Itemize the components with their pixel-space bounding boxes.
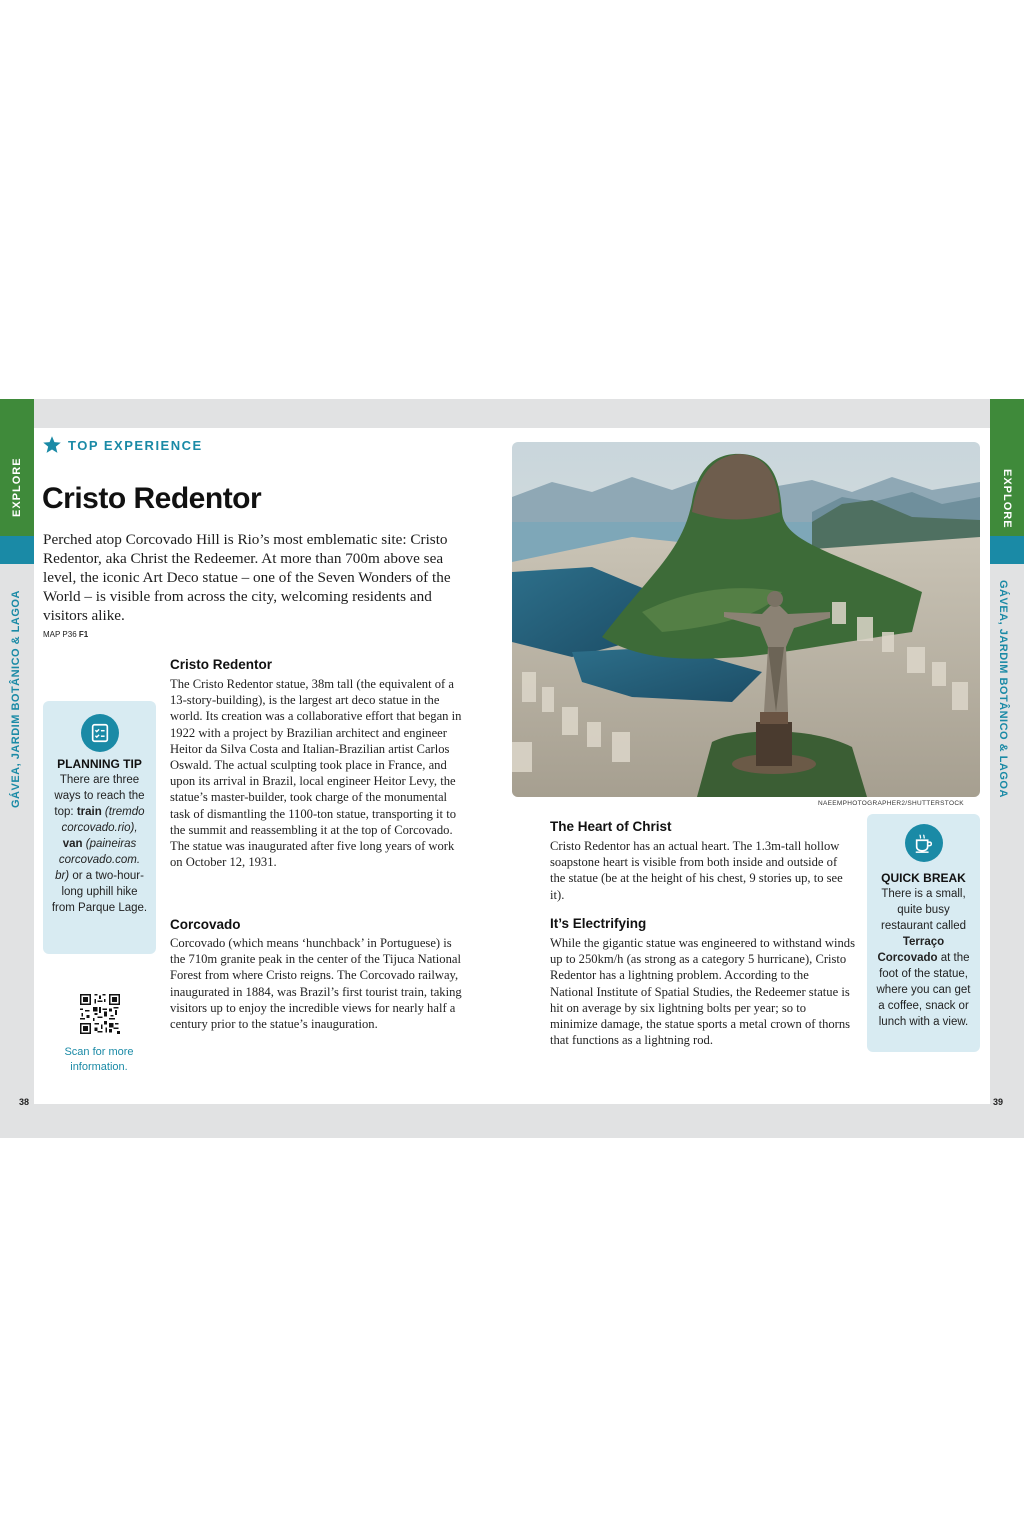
planning-tip-train: train	[76, 806, 102, 818]
checklist-icon	[81, 714, 119, 752]
area-label-right: GÁVEA, JARDIM BOTÂNICO & LAGOA	[997, 580, 1009, 798]
cristo-redentor-photo	[512, 442, 980, 797]
explore-tab-right	[990, 399, 1024, 536]
planning-tip-text-1: There are three ways to reach the top:	[54, 774, 145, 818]
quick-break-text	[873, 886, 974, 1030]
page-number-right: 39	[993, 1097, 1004, 1107]
explore-label-right: EXPLORE	[1001, 469, 1013, 529]
quick-break-text-2: at the foot of the statue, where you can get a coffee, snack or lunch with a view.	[876, 952, 971, 1028]
map-reference	[43, 630, 88, 639]
map-reference-grid: F1	[78, 630, 89, 639]
quick-break-title: QUICK BREAK	[881, 871, 966, 885]
area-label-left: GÁVEA, JARDIM BOTÂNICO & LAGOA	[10, 590, 22, 808]
planning-tip-text-2: or a two-hour-long uphill hike from Parque Lage.	[51, 870, 148, 914]
qr-code[interactable]	[80, 994, 120, 1034]
map-reference-page: MAP P36	[43, 630, 77, 639]
quick-break-box	[867, 814, 980, 1052]
section-heading-corcovado: Corcovado	[170, 917, 241, 932]
section-body-cristo: The Cristo Redentor statue, 38m tall (the equivalent of a 13-story-building), is the largest art deco statue in the world. Its creation was a collaborative effort that began in 1922 with a project by Brazilian architect and engineer Heitor da Silva Costa and Italian-Brazilian artist Carlos Oswald. The actual sculpting took place in France, and upon its arrival in Brazil, local engineer Heitor Levy, the statue’s master-builder, took charge of the monumental task of dismantling the 1100-ton statue, transporting it to the summit and reassembling it at the top of Corcovado. The statue was inaugurated after five long years of work on October 12, 1931.	[170, 677, 462, 870]
area-tab-marker-right	[990, 536, 1024, 564]
top-experience-label: TOP EXPERIENCE	[68, 437, 203, 453]
intro-paragraph: Perched atop Corcovado Hill is Rio’s most emblematic site: Cristo Redentor, aka Christ the Redeemer. At more than 700m above sea level, the iconic Art Deco statue – one of the Seven Wonders of the World – is visible from across the city, welcoming residents and visitors alike.	[43, 531, 451, 624]
section-heading-electrifying: It’s Electrifying	[550, 916, 647, 931]
top-experience-tag	[42, 435, 203, 455]
section-body-electrifying: While the gigantic statue was engineered to withstand winds up to 250km/h (as strong as a category 5 hurricane), Cristo Redentor has a lightning problem. According to the National Institute of Spatial Studies, the Redeemer statue is hit on average by six lightning bolts per year; so to minimize damage, the statue sports a metal crown of thorns that functions as a lightning rod.	[550, 936, 855, 1048]
page-title: Cristo Redentor	[42, 482, 262, 515]
section-heading-cristo: Cristo Redentor	[170, 657, 273, 672]
section-body-heart: Cristo Redentor has an actual heart. The 1.3m-tall hollow soapstone heart is visible from both inside and outside of the statue (be at the height of his chest, 9 stories up, to see it).	[550, 839, 843, 902]
planning-tip-box	[43, 701, 156, 954]
page-number-left: 38	[19, 1097, 30, 1107]
aerial-city-illustration	[512, 442, 980, 797]
explore-label-left: EXPLORE	[11, 457, 23, 517]
scan-caption: Scan for more information.	[64, 1046, 134, 1073]
planning-tip-van: van	[62, 838, 83, 850]
star-icon	[42, 435, 62, 455]
section-body-corcovado: Corcovado (which means ‘hunchback’ in Portuguese) is the 710m granite peak in the center of the Tijuca National Forest from where Cristo reigns. The Corcovado railway, inaugurated in 1884, was Brazil’s first tourist train, taking visitors up to enjoy the incredible views for nearly half a century prior to the statue’s inauguration.	[170, 936, 462, 1032]
planning-tip-train-url: (tremdo corcovado.rio),	[61, 806, 145, 834]
coffee-cup-icon	[905, 824, 943, 862]
area-tab-marker-left	[0, 536, 34, 564]
quick-break-text-1: There is a small, quite busy restaurant called	[880, 888, 967, 932]
planning-tip-title: PLANNING TIP	[57, 757, 142, 771]
explore-tab-left	[0, 399, 34, 536]
photo-credit: NAEEMPHOTOGRAPHER2/SHUTTERSTOCK	[818, 800, 964, 807]
quick-break-restaurant: Terraço Corcovado	[877, 936, 945, 964]
section-heading-heart: The Heart of Christ	[550, 819, 672, 834]
planning-tip-van-url: (paineiras corcovado.com. br)	[55, 838, 141, 882]
planning-tip-text	[51, 772, 148, 916]
